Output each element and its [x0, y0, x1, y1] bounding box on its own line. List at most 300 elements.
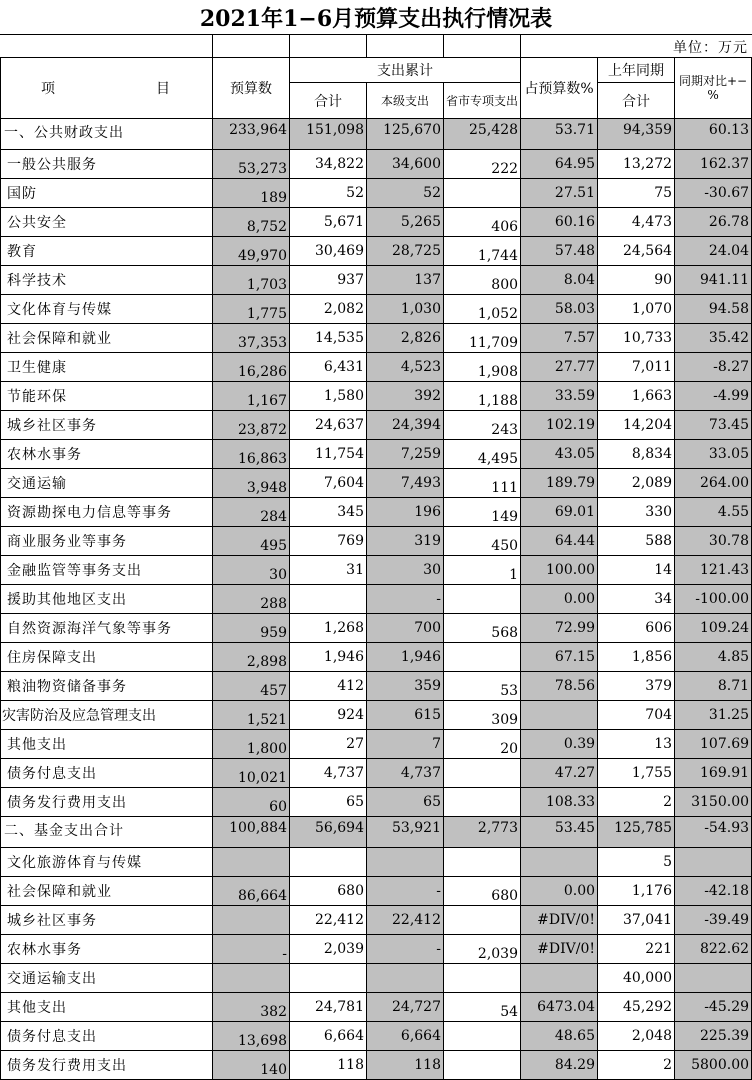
cell-special: 2,039 — [444, 935, 521, 964]
cell-own: 5,265 — [367, 208, 444, 237]
cell-pct: 53.71 — [521, 119, 598, 150]
cell-own: 359 — [367, 672, 444, 701]
cell-budget: 53,273 — [213, 150, 290, 179]
table-row — [1, 266, 752, 295]
row-label: 文化旅游体育与传媒 — [1, 848, 213, 877]
cell-budget: 8,752 — [213, 208, 290, 237]
cell-yoy: 5800.00 — [675, 1051, 752, 1080]
cell-yoy: -4.99 — [675, 382, 752, 411]
cell-pct: 6473.04 — [521, 993, 598, 1022]
cell-own: 2,826 — [367, 324, 444, 353]
cell-total: 34,822 — [290, 150, 367, 179]
row-label: 债务付息支出 — [1, 759, 213, 788]
cell-last: 221 — [598, 935, 675, 964]
cell-last: 2 — [598, 788, 675, 817]
cell-yoy: 60.13 — [675, 119, 752, 150]
row-label: 农林水事务 — [1, 935, 213, 964]
report-title: 2021年1−6月预算支出执行情况表 — [199, 6, 553, 32]
cell-own: 53,921 — [367, 817, 444, 848]
cell-last: 588 — [598, 527, 675, 556]
cell-special — [444, 1051, 521, 1080]
cell-yoy: 33.05 — [675, 440, 752, 469]
table-row — [1, 964, 752, 993]
cell-own: 137 — [367, 266, 444, 295]
cell-total: 11,754 — [290, 440, 367, 469]
cell-total: 4,737 — [290, 759, 367, 788]
cell-budget: 16,286 — [213, 353, 290, 382]
row-label: 城乡社区事务 — [1, 906, 213, 935]
cell-budget: 1,775 — [213, 295, 290, 324]
cell-pct: #DIV/0! — [521, 906, 598, 935]
cell-special: 450 — [444, 527, 521, 556]
cell-yoy — [675, 848, 752, 877]
cell-total: 118 — [290, 1051, 367, 1080]
header-spend-cum: 支出累计 — [290, 58, 521, 83]
cell-special: 568 — [444, 614, 521, 643]
cell-special: 1,908 — [444, 353, 521, 382]
row-label: 城乡社区事务 — [1, 411, 213, 440]
cell-pct: 48.65 — [521, 1022, 598, 1051]
cell-budget — [213, 848, 290, 877]
cell-yoy: 35.42 — [675, 324, 752, 353]
cell-special: 1,188 — [444, 382, 521, 411]
cell-pct: 7.57 — [521, 324, 598, 353]
cell-special: 1 — [444, 556, 521, 585]
cell-special: 25,428 — [444, 119, 521, 150]
row-label: 二、基金支出合计 — [1, 817, 213, 848]
cell-special: 2,773 — [444, 817, 521, 848]
cell-yoy: 3150.00 — [675, 788, 752, 817]
cell-budget: 49,970 — [213, 237, 290, 266]
cell-last: 1,070 — [598, 295, 675, 324]
cell-budget: 10,021 — [213, 759, 290, 788]
cell-budget: 382 — [213, 993, 290, 1022]
cell-budget: 23,872 — [213, 411, 290, 440]
cell-own: 4,737 — [367, 759, 444, 788]
cell-budget: 1,703 — [213, 266, 290, 295]
cell-last: 13,272 — [598, 150, 675, 179]
cell-pct: 60.16 — [521, 208, 598, 237]
cell-budget: 284 — [213, 498, 290, 527]
cell-last: 45,292 — [598, 993, 675, 1022]
table-row — [1, 817, 752, 848]
cell-last: 1,663 — [598, 382, 675, 411]
cell-budget: - — [213, 935, 290, 964]
cell-special: 54 — [444, 993, 521, 1022]
cell-last: 14 — [598, 556, 675, 585]
cell-last: 24,564 — [598, 237, 675, 266]
table-row — [1, 788, 752, 817]
cell-last: 90 — [598, 266, 675, 295]
table-row — [1, 701, 752, 730]
cell-last: 8,834 — [598, 440, 675, 469]
row-label: 社会保障和就业 — [1, 324, 213, 353]
cell-total: 2,082 — [290, 295, 367, 324]
table-row — [1, 498, 752, 527]
cell-pct: 102.19 — [521, 411, 598, 440]
table-row — [1, 759, 752, 788]
table-row — [1, 935, 752, 964]
cell-own: 7,493 — [367, 469, 444, 498]
table-row — [1, 527, 752, 556]
cell-yoy: 4.55 — [675, 498, 752, 527]
cell-budget: 457 — [213, 672, 290, 701]
cell-total: 7,604 — [290, 469, 367, 498]
cell-pct: 84.29 — [521, 1051, 598, 1080]
cell-own: 22,412 — [367, 906, 444, 935]
cell-budget: 100,884 — [213, 817, 290, 848]
header-total: 合计 — [290, 83, 367, 119]
cell-total: 151,098 — [290, 119, 367, 150]
cell-yoy: 941.11 — [675, 266, 752, 295]
cell-pct: 47.27 — [521, 759, 598, 788]
row-label: 文化体育与传媒 — [1, 295, 213, 324]
cell-special: 149 — [444, 498, 521, 527]
cell-budget: 37,353 — [213, 324, 290, 353]
cell-pct: 58.03 — [521, 295, 598, 324]
cell-pct: 33.59 — [521, 382, 598, 411]
cell-total: 769 — [290, 527, 367, 556]
cell-last: 2,089 — [598, 469, 675, 498]
cell-own: 6,664 — [367, 1022, 444, 1051]
cell-budget: 959 — [213, 614, 290, 643]
cell-special: 111 — [444, 469, 521, 498]
cell-pct: 0.39 — [521, 730, 598, 759]
cell-yoy: -100.00 — [675, 585, 752, 614]
cell-own: - — [367, 877, 444, 906]
cell-last: 94,359 — [598, 119, 675, 150]
cell-total: 31 — [290, 556, 367, 585]
cell-total: 30,469 — [290, 237, 367, 266]
row-label: 金融监管等事务支出 — [1, 556, 213, 585]
cell-pct — [521, 964, 598, 993]
cell-last: 1,176 — [598, 877, 675, 906]
row-label: 公共安全 — [1, 208, 213, 237]
cell-special — [444, 179, 521, 208]
cell-special — [444, 585, 521, 614]
cell-pct: 0.00 — [521, 877, 598, 906]
table-row — [1, 556, 752, 585]
header-last-total: 合计 — [598, 83, 675, 119]
cell-budget: 1,167 — [213, 382, 290, 411]
cell-yoy: 31.25 — [675, 701, 752, 730]
table-row — [1, 237, 752, 266]
cell-special: 222 — [444, 150, 521, 179]
cell-budget: 1,800 — [213, 730, 290, 759]
cell-pct: 72.99 — [521, 614, 598, 643]
row-label: 一般公共服务 — [1, 150, 213, 179]
cell-special: 800 — [444, 266, 521, 295]
cell-last: 1,856 — [598, 643, 675, 672]
row-label: 卫生健康 — [1, 353, 213, 382]
cell-last: 704 — [598, 701, 675, 730]
cell-last: 40,000 — [598, 964, 675, 993]
cell-own: 28,725 — [367, 237, 444, 266]
row-label: 科学技术 — [1, 266, 213, 295]
cell-total — [290, 964, 367, 993]
row-label: 住房保障支出 — [1, 643, 213, 672]
cell-own: 24,394 — [367, 411, 444, 440]
cell-pct: 27.77 — [521, 353, 598, 382]
cell-own: 7,259 — [367, 440, 444, 469]
cell-yoy: 121.43 — [675, 556, 752, 585]
cell-total: 2,039 — [290, 935, 367, 964]
cell-last: 606 — [598, 614, 675, 643]
cell-special: 4,495 — [444, 440, 521, 469]
row-label: 粮油物资储备事务 — [1, 672, 213, 701]
cell-special — [444, 964, 521, 993]
cell-own: 65 — [367, 788, 444, 817]
cell-own: 24,727 — [367, 993, 444, 1022]
cell-budget: 189 — [213, 179, 290, 208]
cell-budget: 16,863 — [213, 440, 290, 469]
cell-own: 392 — [367, 382, 444, 411]
cell-own — [367, 848, 444, 877]
row-label: 农林水事务 — [1, 440, 213, 469]
cell-last: 5 — [598, 848, 675, 877]
cell-total: 14,535 — [290, 324, 367, 353]
table-row — [1, 353, 752, 382]
cell-special: 680 — [444, 877, 521, 906]
cell-yoy: 26.78 — [675, 208, 752, 237]
cell-yoy: 4.85 — [675, 643, 752, 672]
row-label: 债务付息支出 — [1, 1022, 213, 1051]
cell-pct: 8.04 — [521, 266, 598, 295]
cell-total: 412 — [290, 672, 367, 701]
header-budget: 预算数 — [213, 58, 290, 119]
table-row — [1, 730, 752, 759]
cell-special: 53 — [444, 672, 521, 701]
cell-pct: #DIV/0! — [521, 935, 598, 964]
header-yoy: 同期对比+−% — [675, 58, 752, 119]
cell-last: 379 — [598, 672, 675, 701]
cell-own: 4,523 — [367, 353, 444, 382]
cell-pct: 0.00 — [521, 585, 598, 614]
cell-own: 7 — [367, 730, 444, 759]
cell-total: 1,946 — [290, 643, 367, 672]
cell-special — [444, 643, 521, 672]
cell-special: 406 — [444, 208, 521, 237]
cell-budget — [213, 906, 290, 935]
cell-budget: 60 — [213, 788, 290, 817]
cell-budget: 495 — [213, 527, 290, 556]
table-row — [1, 643, 752, 672]
cell-pct: 57.48 — [521, 237, 598, 266]
cell-yoy: 264.00 — [675, 469, 752, 498]
cell-total: 345 — [290, 498, 367, 527]
cell-total: 65 — [290, 788, 367, 817]
table-row — [1, 877, 752, 906]
row-label: 债务发行费用支出 — [1, 788, 213, 817]
cell-budget: 140 — [213, 1051, 290, 1080]
cell-total: 27 — [290, 730, 367, 759]
row-label: 交通运输 — [1, 469, 213, 498]
cell-special — [444, 1022, 521, 1051]
row-label: 其他支出 — [1, 730, 213, 759]
cell-yoy: 822.62 — [675, 935, 752, 964]
row-label: 自然资源海洋气象等事务 — [1, 614, 213, 643]
header-pct: 占预算数% — [521, 58, 598, 119]
cell-own: 1,030 — [367, 295, 444, 324]
row-label: 援助其他地区支出 — [1, 585, 213, 614]
cell-total: 22,412 — [290, 906, 367, 935]
cell-pct — [521, 848, 598, 877]
table-row — [1, 1051, 752, 1080]
cell-special: 1,052 — [444, 295, 521, 324]
cell-yoy: -54.93 — [675, 817, 752, 848]
cell-pct: 78.56 — [521, 672, 598, 701]
row-label: 商业服务业等事务 — [1, 527, 213, 556]
cell-special: 20 — [444, 730, 521, 759]
cell-total — [290, 585, 367, 614]
cell-pct: 69.01 — [521, 498, 598, 527]
cell-yoy: 169.91 — [675, 759, 752, 788]
row-label: 社会保障和就业 — [1, 877, 213, 906]
table-row — [1, 150, 752, 179]
cell-yoy: 73.45 — [675, 411, 752, 440]
table-row — [1, 295, 752, 324]
row-label: 债务发行费用支出 — [1, 1051, 213, 1080]
cell-budget: 1,521 — [213, 701, 290, 730]
table-row — [1, 469, 752, 498]
cell-own: 319 — [367, 527, 444, 556]
cell-yoy — [675, 964, 752, 993]
cell-last: 34 — [598, 585, 675, 614]
cell-pct: 100.00 — [521, 556, 598, 585]
cell-own: 615 — [367, 701, 444, 730]
row-label: 灾害防治及应急管理支出 — [1, 701, 213, 730]
cell-budget: 86,664 — [213, 877, 290, 906]
cell-yoy: -45.29 — [675, 993, 752, 1022]
cell-yoy: -30.67 — [675, 179, 752, 208]
cell-last: 4,473 — [598, 208, 675, 237]
cell-total — [290, 848, 367, 877]
cell-budget — [213, 964, 290, 993]
cell-last: 1,755 — [598, 759, 675, 788]
cell-total: 680 — [290, 877, 367, 906]
cell-pct: 108.33 — [521, 788, 598, 817]
cell-last: 14,204 — [598, 411, 675, 440]
row-label: 其他支出 — [1, 993, 213, 1022]
cell-total: 56,694 — [290, 817, 367, 848]
table-row — [1, 324, 752, 353]
cell-budget: 13,698 — [213, 1022, 290, 1051]
cell-last: 2,048 — [598, 1022, 675, 1051]
cell-last: 125,785 — [598, 817, 675, 848]
cell-special: 243 — [444, 411, 521, 440]
cell-special — [444, 906, 521, 935]
unit-row — [0, 34, 752, 57]
cell-yoy: 225.39 — [675, 1022, 752, 1051]
header-own: 本级支出 — [367, 83, 444, 119]
cell-total: 924 — [290, 701, 367, 730]
cell-pct: 64.44 — [521, 527, 598, 556]
table-row — [1, 119, 752, 150]
table-row — [1, 179, 752, 208]
cell-own: 196 — [367, 498, 444, 527]
cell-pct: 64.95 — [521, 150, 598, 179]
cell-own: 52 — [367, 179, 444, 208]
header-special: 省市专项支出 — [444, 83, 521, 119]
cell-own: - — [367, 585, 444, 614]
table-row — [1, 906, 752, 935]
cell-last: 330 — [598, 498, 675, 527]
header-row-1 — [1, 58, 752, 83]
cell-own: - — [367, 935, 444, 964]
unit-label: 单位：万元 — [673, 40, 748, 56]
cell-last: 10,733 — [598, 324, 675, 353]
cell-budget: 288 — [213, 585, 290, 614]
table-row — [1, 993, 752, 1022]
cell-yoy: 109.24 — [675, 614, 752, 643]
cell-yoy: -42.18 — [675, 877, 752, 906]
cell-yoy: 30.78 — [675, 527, 752, 556]
cell-yoy: 8.71 — [675, 672, 752, 701]
cell-budget: 233,964 — [213, 119, 290, 150]
table-row — [1, 614, 752, 643]
row-label: 教育 — [1, 237, 213, 266]
table-row — [1, 848, 752, 877]
cell-last: 7,011 — [598, 353, 675, 382]
table-row — [1, 585, 752, 614]
cell-total: 24,637 — [290, 411, 367, 440]
row-label: 资源勘探电力信息等事务 — [1, 498, 213, 527]
table-row — [1, 672, 752, 701]
cell-last: 13 — [598, 730, 675, 759]
cell-pct: 27.51 — [521, 179, 598, 208]
cell-yoy: -8.27 — [675, 353, 752, 382]
cell-yoy: 107.69 — [675, 730, 752, 759]
table-row — [1, 382, 752, 411]
cell-pct: 67.15 — [521, 643, 598, 672]
row-label: 交通运输支出 — [1, 964, 213, 993]
cell-special — [444, 759, 521, 788]
cell-special — [444, 788, 521, 817]
cell-total: 6,431 — [290, 353, 367, 382]
cell-special: 309 — [444, 701, 521, 730]
cell-budget: 30 — [213, 556, 290, 585]
cell-total: 24,781 — [290, 993, 367, 1022]
table-row — [1, 440, 752, 469]
cell-own: 118 — [367, 1051, 444, 1080]
table-row — [1, 1022, 752, 1051]
budget-table — [0, 57, 752, 1080]
cell-total: 1,268 — [290, 614, 367, 643]
cell-yoy: -39.49 — [675, 906, 752, 935]
cell-total: 1,580 — [290, 382, 367, 411]
cell-own: 700 — [367, 614, 444, 643]
cell-own: 34,600 — [367, 150, 444, 179]
row-label: 节能环保 — [1, 382, 213, 411]
cell-total: 6,664 — [290, 1022, 367, 1051]
cell-total: 52 — [290, 179, 367, 208]
cell-total: 937 — [290, 266, 367, 295]
header-item: 项 目 — [1, 58, 213, 119]
cell-own — [367, 964, 444, 993]
cell-pct: 189.79 — [521, 469, 598, 498]
cell-budget: 2,898 — [213, 643, 290, 672]
cell-own: 125,670 — [367, 119, 444, 150]
cell-special: 11,709 — [444, 324, 521, 353]
cell-last: 75 — [598, 179, 675, 208]
cell-total: 5,671 — [290, 208, 367, 237]
header-last-year: 上年同期 — [598, 58, 675, 83]
row-label: 国防 — [1, 179, 213, 208]
cell-last: 2 — [598, 1051, 675, 1080]
cell-own: 1,946 — [367, 643, 444, 672]
cell-own: 30 — [367, 556, 444, 585]
cell-budget: 3,948 — [213, 469, 290, 498]
